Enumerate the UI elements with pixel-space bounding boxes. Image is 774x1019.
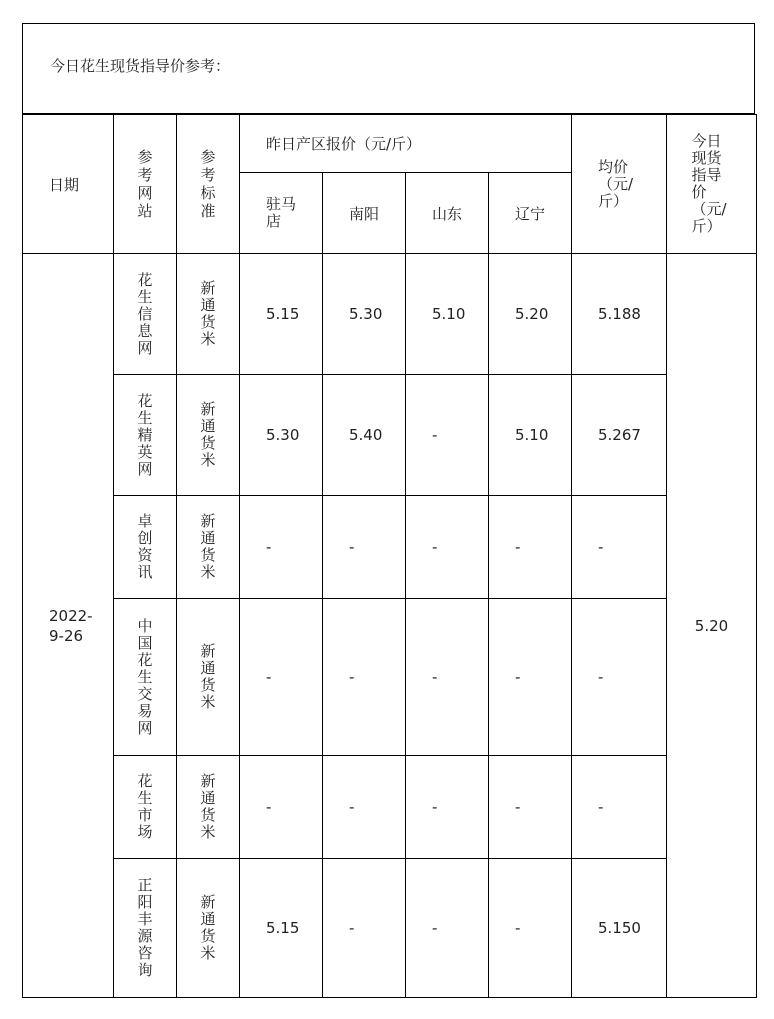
page-title: 今日花生现货指导价参考： [50,57,231,75]
table-row [23,496,757,599]
site-cell: 正阳丰源咨询 [114,859,177,998]
guide-price-cell: 5.20 [667,254,757,998]
standard-cell: 新通货米 [177,756,240,859]
table-row [23,756,757,859]
header-region-zhumadian: 驻马店 [240,173,323,254]
header-standard: 参考标准 [177,115,240,254]
price-cell: 5.40 [323,375,406,496]
standard-cell: 新通货米 [177,375,240,496]
table-row [23,599,757,756]
price-cell: - [406,859,489,998]
header-region-shandong: 山东 [406,173,489,254]
price-cell: - [406,756,489,859]
avg-cell: 5.150 [572,859,667,998]
avg-cell: 5.267 [572,375,667,496]
price-cell: - [240,496,323,599]
site-cell: 花生精英网 [114,375,177,496]
table-row [23,254,757,375]
price-table [22,114,757,998]
avg-cell: - [572,756,667,859]
price-cell: - [240,599,323,756]
header-region-nanyang: 南阳 [323,173,406,254]
price-cell: - [489,496,572,599]
price-cell: - [240,756,323,859]
price-cell: 5.10 [489,375,572,496]
price-cell: - [406,496,489,599]
price-cell: - [323,859,406,998]
price-cell: - [489,599,572,756]
header-site: 参考网站 [114,115,177,254]
table-row [23,859,757,998]
price-cell: - [406,375,489,496]
table-row [23,375,757,496]
site-cell: 卓创资讯 [114,496,177,599]
site-cell: 花生市场 [114,756,177,859]
price-cell: 5.30 [240,375,323,496]
header-row-1 [23,115,757,173]
standard-cell: 新通货米 [177,599,240,756]
price-cell: 5.10 [406,254,489,375]
price-cell: 5.30 [323,254,406,375]
site-cell: 中国花生交易网 [114,599,177,756]
header-avg: 均价（元/斤） [572,115,667,254]
avg-cell: 5.188 [572,254,667,375]
price-cell: - [489,756,572,859]
date-cell: 2022-9-26 [23,254,114,998]
header-guide: 今日现货指导价（元/斤） [667,115,757,254]
price-cell: 5.15 [240,254,323,375]
price-cell: - [323,496,406,599]
header-date: 日期 [23,115,114,254]
price-cell: 5.15 [240,859,323,998]
price-cell: 5.20 [489,254,572,375]
header-yesterday: 昨日产区报价（元/斤） [240,115,572,173]
price-cell: - [323,756,406,859]
standard-cell: 新通货米 [177,859,240,998]
price-cell: - [406,599,489,756]
price-cell: - [323,599,406,756]
avg-cell: - [572,496,667,599]
title-box [22,23,755,114]
avg-cell: - [572,599,667,756]
header-region-liaoning: 辽宁 [489,173,572,254]
standard-cell: 新通货米 [177,254,240,375]
site-cell: 花生信息网 [114,254,177,375]
price-cell: - [489,859,572,998]
standard-cell: 新通货米 [177,496,240,599]
